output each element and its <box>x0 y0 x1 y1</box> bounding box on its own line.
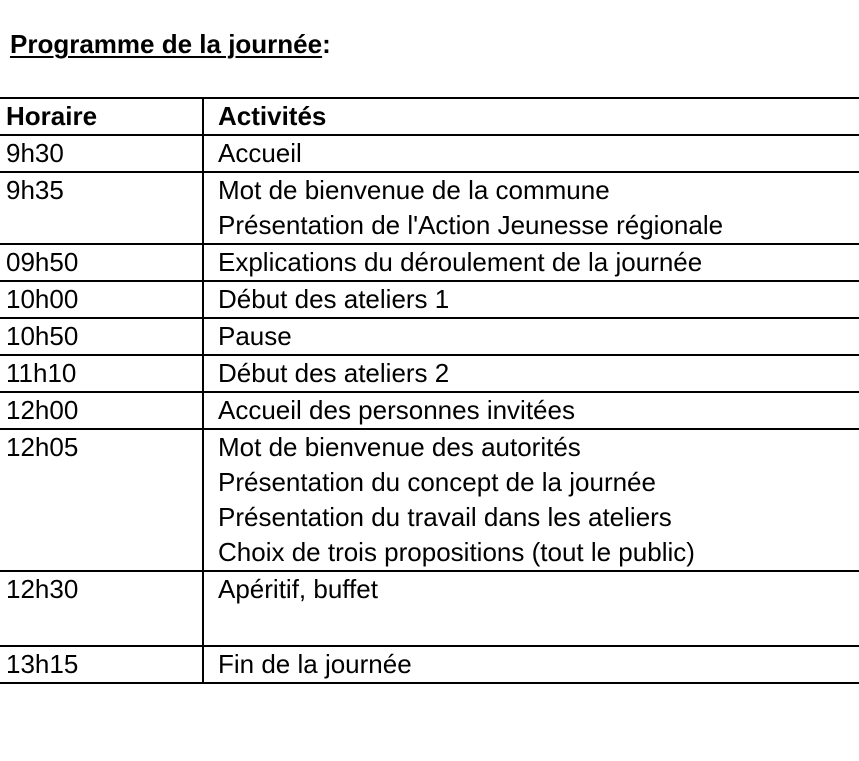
table-row <box>0 392 859 429</box>
row-time: 09h50 <box>0 244 203 281</box>
table-row <box>0 318 859 355</box>
page-title-colon: : <box>322 29 331 59</box>
table-row <box>0 172 859 244</box>
activity-line: Choix de trois propositions (tout le public) <box>218 537 695 567</box>
table-row <box>0 429 859 571</box>
header-activities: Activités <box>203 98 859 135</box>
row-time: 11h10 <box>0 355 203 392</box>
row-activities <box>203 392 859 429</box>
row-time: 10h00 <box>0 281 203 318</box>
row-time: 12h00 <box>0 392 203 429</box>
row-time: 13h15 <box>0 646 203 683</box>
row-activities <box>203 281 859 318</box>
row-time: 9h30 <box>0 135 203 172</box>
activity-line: Explications du déroulement de la journée <box>218 247 703 277</box>
activity-line: Début des ateliers 2 <box>218 358 450 388</box>
table-header-row <box>0 98 859 135</box>
schedule-table <box>0 97 859 684</box>
table-row <box>0 646 859 683</box>
activity-line: Présentation du travail dans les ateliers <box>218 502 672 532</box>
activity-line: Mot de bienvenue des autorités <box>218 432 581 462</box>
activity-line: Présentation de l'Action Jeunesse régionale <box>218 210 724 240</box>
activity-line: Début des ateliers 1 <box>218 284 450 314</box>
table-row <box>0 571 859 646</box>
table-row <box>0 244 859 281</box>
activity-line: Fin de la journée <box>218 649 412 679</box>
page-title: Programme de la journée <box>10 29 323 59</box>
activity-line: Accueil des personnes invitées <box>218 395 575 425</box>
row-activities <box>203 429 859 571</box>
activity-line: Présentation du concept de la journée <box>218 467 656 497</box>
table-row <box>0 135 859 172</box>
row-activities <box>203 244 859 281</box>
activity-line: Pause <box>218 321 292 351</box>
table-row <box>0 355 859 392</box>
row-time: 12h05 <box>0 429 203 571</box>
row-activities <box>203 646 859 683</box>
row-time: 10h50 <box>0 318 203 355</box>
row-activities <box>203 355 859 392</box>
row-activities <box>203 135 859 172</box>
row-activities <box>203 172 859 244</box>
header-time: Horaire <box>0 98 203 135</box>
row-activities <box>203 571 859 646</box>
row-time: 9h35 <box>0 172 203 244</box>
row-activities <box>203 318 859 355</box>
page-heading <box>10 28 331 60</box>
table-row <box>0 281 859 318</box>
row-time: 12h30 <box>0 571 203 646</box>
activity-line: Apéritif, buffet <box>218 574 378 604</box>
activity-line: Accueil <box>218 138 302 168</box>
activity-line: Mot de bienvenue de la commune <box>218 175 610 205</box>
